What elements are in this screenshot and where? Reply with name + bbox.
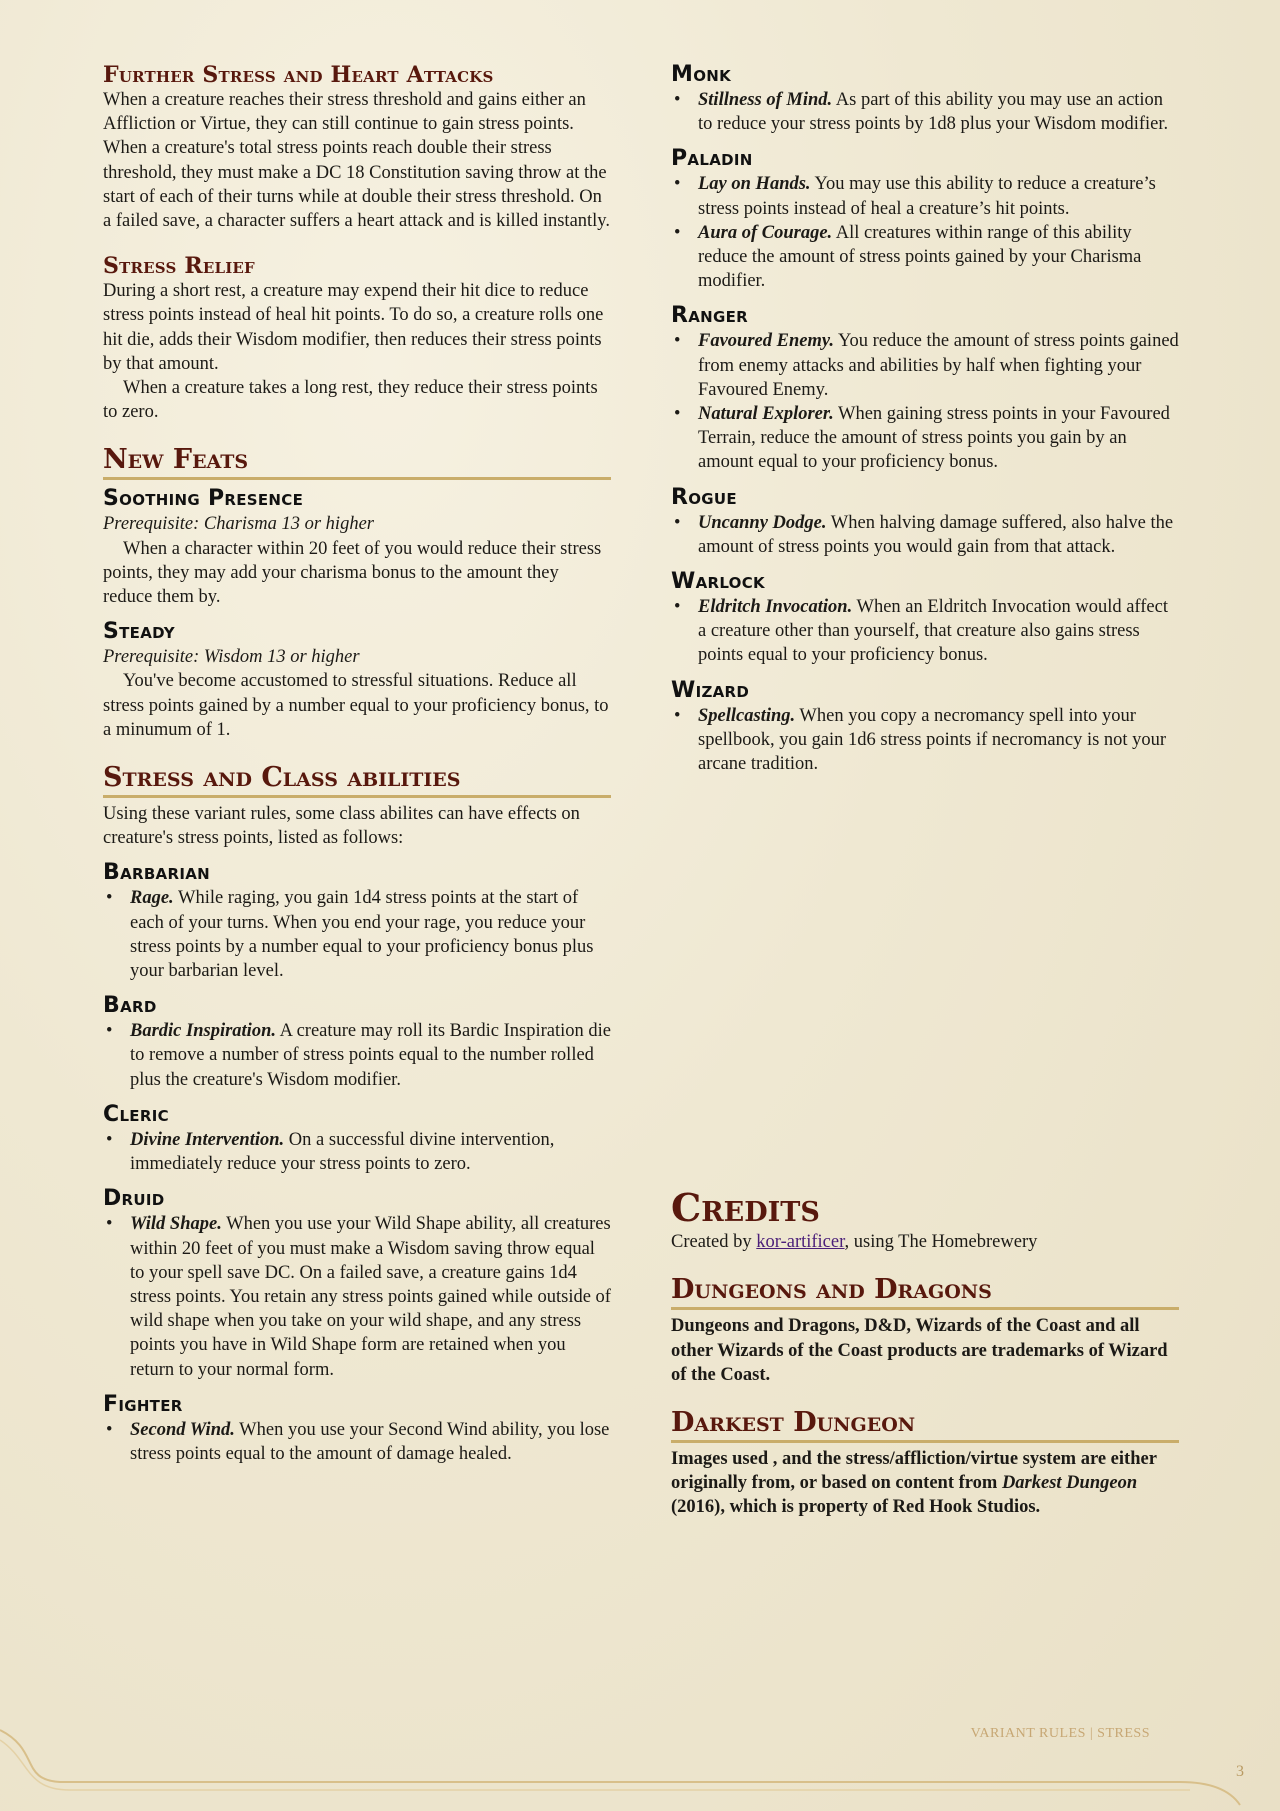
class-ability-item (671, 511, 1179, 559)
credits-prefix: Created by (671, 1232, 757, 1253)
bullet-icon: • (674, 174, 681, 195)
class-ability-list (671, 329, 1179, 474)
class-title-monk: Monk (671, 62, 732, 87)
class-ability-list (671, 172, 1179, 293)
ability-term: Lay on Hands. (698, 174, 811, 195)
class-ability-item (103, 1212, 611, 1381)
steady-body: You've become accustomed to stressful situations. Reduce all stress points gained by a number equal to your proficiency bonus, to a minumum of 1. (103, 671, 609, 740)
bullet-icon: • (674, 404, 681, 425)
ability-term: Natural Explorer. (698, 404, 834, 425)
credits-heading: Credits (671, 1185, 820, 1231)
class-title-paladin: Paladin (671, 146, 753, 172)
class-title-wizard: Wizard (671, 677, 750, 703)
class-block-rogue (671, 485, 1179, 559)
class-ability-list (103, 1212, 611, 1381)
bullet-icon: • (106, 1419, 113, 1440)
ability-text: While raging, you gain 1d4 stress points at the start of each of your turns. When you end your rage, you reduce your stress points by a number equal to your proficiency bonus plus your barbarian level. (130, 888, 594, 982)
ability-term: Wild Shape. (130, 1214, 222, 1235)
ability-text: When you use your Wild Shape ability, all creatures within 20 feet of you must make a Wisdom saving throw equal to your spell save DC. On a failed save, a creature gains 1d4 stress points. You retain any stress points gained while outside of wild shape when you take on your wild shape, and any stress points you have in Wild Shape form are retained when you return to your normal form. (130, 1214, 611, 1380)
class-ability-list (103, 886, 611, 983)
ability-text: A creature may roll its Bardic Inspiration die to remove a number of stress points equal to the number rolled plus the creature's Wisdom modifier. (130, 1021, 611, 1090)
ability-text: When an Eldritch Invocation would affect a creature other than yourself, that creature also gains stress points equal to your proficiency bonus. (698, 597, 1168, 666)
class-title-druid: Druid (103, 1186, 165, 1212)
class-ability-item (671, 402, 1179, 475)
class-title-bard: Bard (103, 993, 157, 1019)
left-class-list (103, 860, 611, 1466)
class-ability-item (671, 172, 1179, 220)
class-abilities-intro: Using these variant rules, some class abilites can have effects on creature's stress points, listed as follows: (103, 804, 580, 849)
class-title-warlock: Warlock (671, 569, 765, 595)
ability-term: Eldritch Invocation. (698, 597, 853, 618)
class-ability-item (671, 329, 1179, 402)
class-title-ranger: Ranger (671, 303, 749, 329)
ability-text: When gaining stress points in your Favoured Terrain, reduce the amount of stress points you gain by an amount equal to your proficiency bonus. (698, 404, 1170, 473)
class-block-warlock (671, 569, 1179, 668)
credits-line (671, 1230, 1179, 1254)
class-ability-item (103, 1128, 611, 1176)
bullet-icon: • (674, 512, 681, 533)
dnd-body: Dungeons and Dragons, D&D, Wizards of the Coast and all other Wizards of the Coast products are trademarks of Wizard of the Coast. (671, 1316, 1168, 1385)
stress-relief-body: During a short rest, a creature may expend their hit dice to reduce stress points instead of heal hit points. To do so, a creature rolls one hit die, adds their Wisdom modifier, then reduces their stress points by that amount. (103, 281, 604, 374)
bullet-icon: • (106, 1214, 113, 1235)
darkest-dungeon-heading: Darkest Dungeon (671, 1407, 1179, 1443)
ability-term: Divine Intervention. (130, 1129, 285, 1150)
further-stress-heading: Further Stress and Heart Attacks (103, 62, 494, 88)
class-block-fighter (103, 1392, 611, 1466)
class-block-paladin (671, 146, 1179, 293)
class-ability-item (103, 1418, 611, 1466)
dd-body-italic: Darkest Dungeon (1001, 1473, 1138, 1494)
ability-term: Stillness of Mind. (698, 90, 833, 110)
class-block-cleric (103, 1102, 611, 1176)
class-ability-item (671, 595, 1179, 668)
ability-text: When you use your Second Wind ability, you lose stress points equal to the amount of damage healed. (130, 1419, 610, 1464)
dd-body-part1: Images used , and the stress/affliction/virtue system are either originally from, or based on content from (671, 1449, 1157, 1494)
class-block-wizard (671, 678, 1179, 777)
ability-term: Aura of Courage. (698, 222, 833, 243)
class-ability-list (103, 1019, 611, 1092)
class-abilities-heading: Stress and Class abilities (103, 762, 611, 798)
page-number: 3 (1236, 1763, 1244, 1780)
class-ability-list (671, 88, 1179, 136)
footer-label: VARIANT RULES | STRESS (970, 1726, 1150, 1741)
bullet-icon: • (674, 222, 681, 243)
class-block-monk (671, 62, 1179, 136)
class-block-barbarian (103, 860, 611, 983)
bullet-icon: • (106, 1021, 113, 1042)
ability-text: You reduce the amount of stress points gained from enemy attacks and abilities by half when fighting your Favoured Enemy. (698, 331, 1179, 400)
bullet-icon: • (106, 888, 113, 909)
ability-text: When halving damage suffered, also halve the amount of stress points you would gain from that attack. (698, 512, 1174, 557)
ability-term: Favoured Enemy. (698, 331, 835, 352)
class-ability-list (671, 704, 1179, 777)
right-class-list (671, 62, 1179, 776)
darkest-dungeon-body (671, 1447, 1179, 1520)
further-stress-body: When a creature reaches their stress threshold and gains either an Affliction or Virtue, they can still continue to gain stress points. When a creature's total stress points reach double their stress threshold, they must make a DC 18 Constitution saving throw at the start of each of their turns while at double their stress threshold. On a failed save, a character suffers a heart attack and is killed instantly. (103, 90, 610, 232)
ability-term: Uncanny Dodge. (698, 512, 827, 533)
class-title-barbarian: Barbarian (103, 860, 210, 886)
soothing-presence-prereq: Prerequisite: Charisma 13 or higher (103, 514, 374, 535)
class-ability-item (103, 1019, 611, 1092)
steady-title: Steady (103, 619, 175, 645)
dd-body-part2: (2016), which is property of Red Hook Studios. (671, 1497, 1041, 1518)
class-block-bard (103, 993, 611, 1092)
class-ability-item (103, 886, 611, 983)
ability-text: When you copy a necromancy spell into your spellbook, you gain 1d6 stress points if necromancy is not your arcane tradition. (698, 705, 1167, 775)
class-ability-list (671, 595, 1179, 668)
right-column (671, 62, 1179, 1520)
stress-relief-heading: Stress Relief (103, 253, 255, 280)
class-title-cleric: Cleric (103, 1101, 169, 1127)
class-ability-list (103, 1418, 611, 1466)
ability-text: As part of this ability you may use an action to reduce your stress points by 1d8 plus your Wisdom modifier. (698, 90, 1169, 135)
class-ability-list (103, 1128, 611, 1176)
ability-term: Bardic Inspiration. (130, 1021, 276, 1042)
soothing-presence-body: When a character within 20 feet of you would reduce their stress points, they may add your charisma bonus to the amount they reduce them by. (103, 538, 602, 608)
class-block-druid (103, 1186, 611, 1381)
soothing-presence-title: Soothing Presence (103, 486, 304, 512)
ability-term: Rage. (130, 888, 174, 909)
ability-text: All creatures within range of this ability reduce the amount of stress points gained by your Charisma modifier. (698, 222, 1142, 292)
new-feats-heading: New Feats (103, 444, 611, 480)
bullet-icon: • (106, 1129, 113, 1150)
class-ability-item (671, 221, 1179, 294)
class-title-fighter: Fighter (103, 1391, 183, 1417)
ability-term: Spellcasting. (698, 705, 796, 726)
bullet-icon: • (674, 705, 681, 726)
ability-term: Second Wind. (130, 1419, 235, 1440)
left-column (103, 62, 611, 1476)
bullet-icon: • (674, 597, 681, 618)
class-ability-list (671, 511, 1179, 559)
ability-text: On a successful divine intervention, immediately reduce your stress points to zero. (130, 1129, 555, 1175)
dnd-heading: Dungeons and Dragons (671, 1274, 1179, 1310)
class-ability-item (671, 88, 1179, 136)
class-title-rogue: Rogue (671, 484, 737, 510)
steady-prereq: Prerequisite: Wisdom 13 or higher (103, 647, 360, 668)
bullet-icon: • (674, 90, 681, 110)
stress-relief-body-2: When a creature takes a long rest, they reduce their stress points to zero. (103, 378, 598, 423)
credits-suffix: , using The Homebrewery (844, 1232, 1038, 1253)
bullet-icon: • (674, 331, 681, 352)
author-link[interactable]: kor-artificer (756, 1232, 845, 1253)
class-ability-item (671, 704, 1179, 777)
ability-text: You may use this ability to reduce a creature’s stress points instead of heal a creature’s hit points. (698, 174, 1156, 219)
class-block-ranger (671, 303, 1179, 474)
